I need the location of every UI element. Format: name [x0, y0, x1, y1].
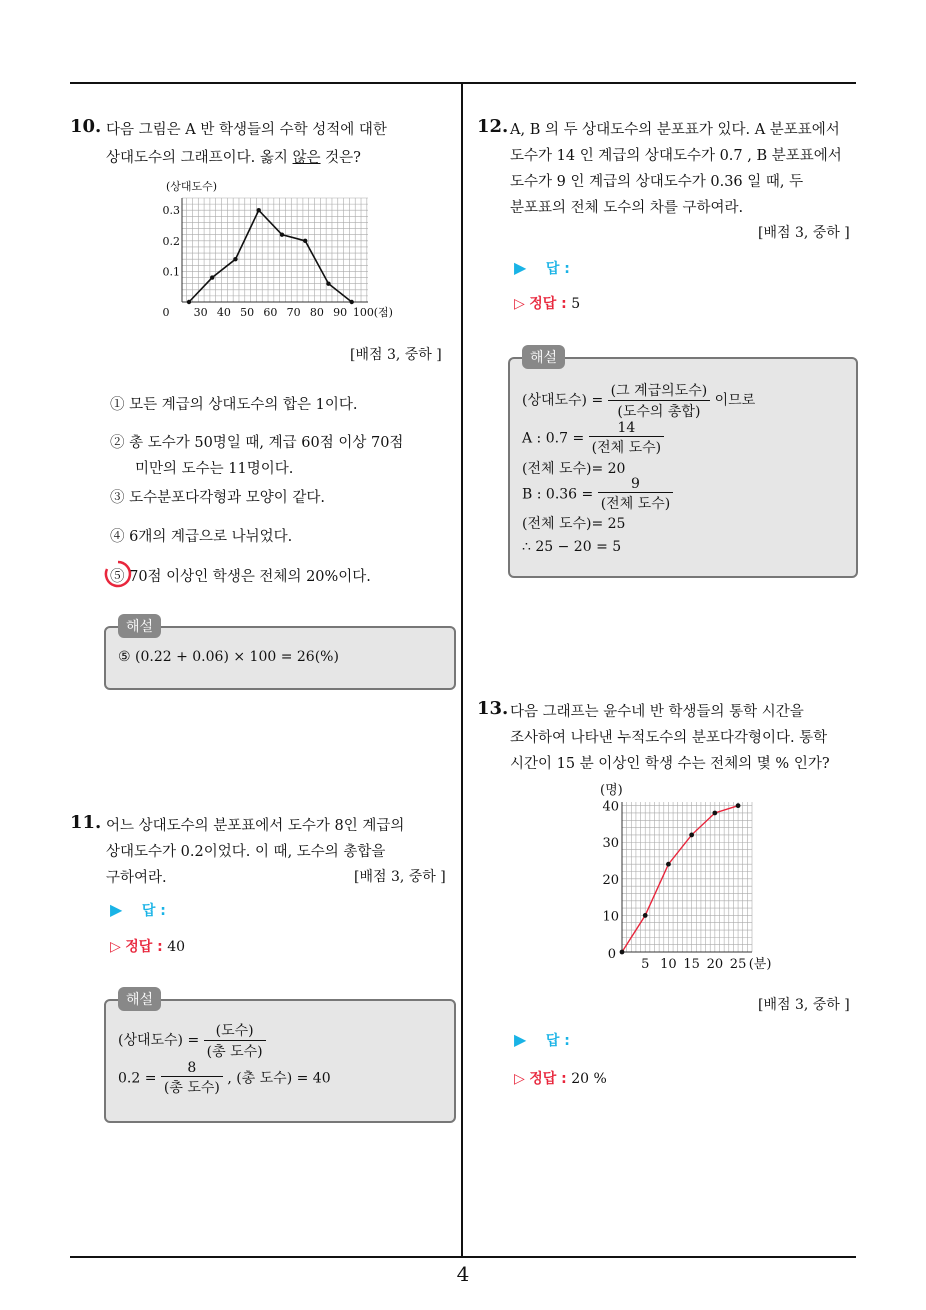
question-11-text-2: 상대도수가 0.2이었다. 이 때, 도수의 총합을: [106, 844, 386, 860]
x-tick-label: 60: [263, 306, 278, 319]
data-point: [350, 300, 354, 304]
question-12-text-2: 도수가 14 인 계급의 상대도수가 0.7 , B 분포표에서: [510, 148, 842, 164]
data-point: [643, 913, 648, 918]
question-12-points: [배점 3, 중하 ]: [758, 225, 850, 241]
question-13-number: 13.: [477, 698, 509, 719]
question-12-solution-2: A : 0.7 = $\frac{14}{\text{(전체 도수)}}$: [522, 420, 664, 457]
data-point: [326, 281, 330, 285]
x-tick-label: 5: [641, 957, 650, 970]
question-12-correct: ▷ 정답 : 5: [514, 296, 581, 312]
outline-triangle-icon: ▷: [514, 296, 525, 312]
y-axis-label: (상대도수): [166, 180, 218, 193]
data-point: [233, 257, 237, 261]
x-tick-label: 25: [729, 957, 747, 970]
data-point: [736, 803, 741, 808]
data-point: [280, 233, 284, 237]
data-point: [666, 862, 671, 867]
question-13-text-3: 시간이 15 분 이상인 학생 수는 전체의 몇 % 인가?: [510, 756, 830, 772]
chart-grid: [182, 198, 368, 302]
question-12-text-3: 도수가 9 인 계급의 상대도수가 0.36 일 때, 두: [510, 174, 804, 190]
question-10-number: 10.: [70, 116, 102, 137]
question-12-solution-5: (전체 도수)= 25: [522, 516, 626, 532]
question-10-solution-line: ⑤ (0.22 + 0.06) × 100 = 26(%): [118, 649, 339, 665]
x-tick-label: 20: [706, 957, 724, 970]
x-tick-label: 80: [309, 306, 324, 319]
choice-3[interactable]: ③ 도수분포다각형과 모양이 같다.: [110, 490, 326, 506]
column-divider: [461, 84, 463, 1256]
choice-1[interactable]: ① 모든 계급의 상대도수의 합은 1이다.: [110, 397, 358, 413]
question-12-text-4: 분포표의 전체 도수의 차를 구하여라.: [510, 200, 744, 216]
choice-4[interactable]: ④ 6개의 계급으로 나뉘었다.: [110, 529, 293, 545]
x-axis-label: (분): [748, 957, 772, 970]
x-tick-label: 90: [333, 306, 348, 319]
y-tick-label: 0.3: [162, 204, 180, 218]
question-12-solution-4: B : 0.36 = $\frac{9}{\text{(전체 도수)}}$: [522, 476, 673, 513]
y-axis-label: (명): [600, 783, 623, 798]
y-tick-label: 0.2: [162, 234, 180, 248]
origin-label: 0: [607, 947, 616, 962]
question-12-solution-6: ∴ 25 − 20 = 5: [522, 539, 622, 555]
data-point: [712, 811, 717, 816]
question-13-points: [배점 3, 중하 ]: [758, 997, 850, 1013]
data-point: [187, 300, 191, 304]
question-13-text-2: 조사하여 나타낸 누적도수의 분포다각형이다. 통학: [510, 730, 828, 746]
question-11-solution-tag: 해설: [118, 987, 161, 1011]
choice-5-text: 70점 이상인 학생은 전체의 20%이다.: [129, 569, 371, 585]
question-11-number: 11.: [70, 812, 102, 833]
answer-circle-icon: [102, 558, 134, 590]
x-tick-label: 30: [193, 306, 208, 319]
question-12-solution-3: (전체 도수)= 20: [522, 461, 626, 477]
question-12-text-1: A, B 의 두 상대도수의 분포표가 있다. A 분포표에서: [510, 122, 840, 138]
question-13-correct: ▷ 정답 : 20 %: [514, 1071, 607, 1087]
x-tick-label: 50: [240, 306, 255, 319]
y-tick-label: 10: [602, 909, 619, 925]
question-12-solution-tag: 해설: [522, 345, 565, 369]
y-tick-label: 30: [602, 836, 619, 852]
choice-2[interactable]: ② 총 도수가 50명일 때, 계급 60점 이상 70점: [110, 435, 404, 451]
x-tick-label: 100: [352, 306, 374, 319]
x-tick-label: 40: [216, 306, 231, 319]
play-icon: ▶: [110, 900, 123, 919]
choice-2-continued: 미만의 도수는 11명이다.: [135, 461, 294, 477]
question-10-solution-tag: 해설: [118, 614, 161, 638]
chart-grid: [622, 802, 752, 952]
question-11-solution-1: (상대도수) = $\frac{\text{(도수)}}{\text{(총 도수)}}$: [118, 1020, 266, 1061]
y-tick-label: 40: [602, 799, 619, 815]
question-12-number: 12.: [477, 116, 509, 137]
choice-5[interactable]: [110, 565, 371, 586]
x-tick-label: 15: [683, 957, 700, 970]
question-10-text-1: 다음 그림은 A 반 학생들의 수학 성적에 대한: [106, 122, 387, 138]
data-point: [303, 239, 307, 243]
question-12-solution-1: (상대도수) = $\frac{\text{(그 계급의도수)}}{\text{(도수의 총합)}}$ 이므로: [522, 380, 755, 421]
question-13-answer[interactable]: ▶ 답 :: [514, 1030, 570, 1049]
play-icon: ▶: [514, 258, 527, 277]
question-11-answer[interactable]: ▶ 답 :: [110, 900, 166, 919]
outline-triangle-icon: ▷: [110, 939, 121, 955]
choice-5-marker: ⑤: [110, 569, 125, 585]
question-10-text-2: 상대도수의 그래프이다. 옳지 않은 것은?: [106, 150, 361, 166]
page-number: 4: [456, 1262, 470, 1286]
x-tick-label: 70: [286, 306, 301, 319]
question-11-points: [배점 3, 중하 ]: [354, 869, 446, 885]
bottom-rule: [70, 1256, 856, 1258]
cumulative-frequency-chart: [590, 780, 780, 970]
data-point: [620, 950, 625, 955]
question-12-answer[interactable]: ▶ 답 :: [514, 258, 570, 277]
play-icon: ▶: [514, 1030, 527, 1049]
relative-frequency-chart: [150, 176, 410, 326]
data-point: [210, 275, 214, 279]
question-11-text-3: 구하여라.: [106, 870, 167, 886]
chart-labels: [600, 782, 771, 970]
chart-labels: [163, 179, 393, 319]
question-11-correct: ▷ 정답 : 40: [110, 939, 186, 955]
y-tick-label: 20: [602, 872, 619, 888]
series-line: [189, 210, 352, 302]
data-point: [257, 208, 261, 212]
data-point: [689, 833, 694, 838]
question-10-points: [배점 3, 중하 ]: [350, 347, 442, 363]
question-11-solution-2: 0.2 = $\frac{8}{\text{(총 도수)}}$ , (총 도수) = 40: [118, 1060, 331, 1096]
origin-label: 0: [162, 306, 170, 319]
y-tick-label: 0.1: [162, 265, 180, 279]
x-tick-label: 10: [660, 957, 677, 970]
question-11-text-1: 어느 상대도수의 분포표에서 도수가 8인 계급의: [106, 818, 405, 834]
x-axis-label: (점): [373, 306, 393, 319]
outline-triangle-icon: ▷: [514, 1071, 525, 1087]
top-rule: [70, 82, 856, 84]
question-13-text-1: 다음 그래프는 윤수네 반 학생들의 통학 시간을: [510, 704, 804, 720]
